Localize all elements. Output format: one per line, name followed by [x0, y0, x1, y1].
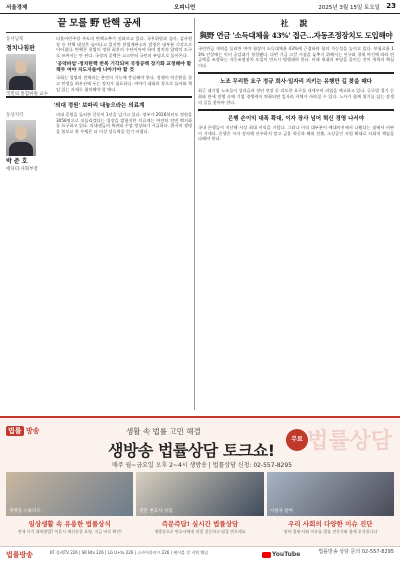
editorial-3 [198, 109, 394, 142]
author-name: 박 준 호 [6, 158, 28, 166]
headline-rule [6, 32, 192, 33]
paper-name: 서울경제 [6, 5, 28, 11]
editorial-subhead: 은행 손이익 대폭 확대, 이자 장사 넘어 혁신 경영 나서야 [227, 116, 365, 123]
editorial-label: 社 說 [280, 18, 312, 28]
column-label: 동상지각 [6, 113, 24, 119]
studio-photo: 생방송 스튜디오 [6, 472, 133, 516]
free-badge: 무료 [286, 429, 308, 451]
byline-box [6, 36, 52, 97]
editorial-headline: 與野 연금 '소득대체율 43%' 접근…자동조정장치도 도입해야 [199, 31, 393, 40]
issue-date: 2025년 3월 15일 토요일 [318, 5, 380, 11]
ad-caption: 즉문즉답! 실시간 법률상담 생방송으로 변호사에게 직접 질문하고 답을 받으세요 [154, 520, 246, 534]
author-name: 정치나침판 [6, 45, 35, 52]
ad-logo: 법률 방송 [8, 427, 40, 435]
editorial-body: 최근 대기업 노조들이 성과급과 정년 연장 등 과도한 요구를 내세우며 파업을 예고하고 있다. 글로벌 경기 둔화와 관세 전쟁 속에 기업 경쟁력이 약화되면 일자리 자체가 사라질 수 있다. 노사가 함께 위기를 넘는 상생의 길을 찾아야 한다. [198, 88, 394, 105]
masthead [0, 0, 400, 14]
ad-footer [0, 546, 400, 562]
column-divider [194, 18, 195, 410]
channel-info: KT 올레TV 226 | SK Btv 226 | LG U+tv 226 | 스카이라이프 226 | 케이블 각 지역 채널 [50, 550, 208, 555]
author-role: 국민의 통합위원 교수 [6, 92, 48, 97]
editorial-body: 국민연금 개혁을 둘러싼 여야 협상이 소득대체율 43%에 근접하며 합의 가능성을 높이고 있다. 보험료율 13% 인상에는 이미 공감대가 형성됐다. 다만 기금 고갈 시점을 늦추기 위해서는 인구와 경제 여건에 따라 연금액을 조정하는 자동조정장치 도입이 반드시 병행돼야 한다. 미래 세대의 부담을 줄이는 것이 개혁의 핵심이다. [198, 46, 394, 68]
left-column [6, 18, 192, 413]
editorial-body: 국내 은행들이 지난해 사상 최대 이익을 거뒀다. 그러나 이익 대부분이 예대마진에서 나왔다는 점에서 비판이 거세다. 은행은 이자 장사에 안주하지 말고 금융 혁신과 해외 진출, 소상공인 지원 확대로 사회적 책임을 다해야 한다. [198, 125, 394, 142]
lawyer-photo: 전문 변호사 상담 [136, 472, 263, 516]
viewer-photo: 시청자 참여 [267, 472, 394, 516]
ad-photos [6, 472, 394, 516]
footer-logo: 법률방송 [6, 551, 34, 559]
second-article [6, 96, 192, 173]
page-number: 23 [386, 2, 396, 10]
article-body: 의대 증원을 둘러싼 갈등이 1년을 넘기고 있다. 정부가 2026학년도 정원을 3058명으로 되돌리겠다는 입장을 밝혔지만 의료계는 여전히 전면 백지화를 요구하고 있다. 의대생들의 복귀와 수업 정상화가 시급하다. 환자의 생명을 볼모로 한 투쟁은 더 이상 설득력을 얻기 어렵다. [56, 112, 192, 134]
ad-tagline: 생활 속 법률 고민 해결 [126, 427, 201, 436]
section-name: 오피니언 [174, 5, 196, 11]
ad-caption: 우리 사회의 다양한 이슈 진단 정치·경제·사회 이슈를 법률 전문가와 함께 분석합니다 [283, 520, 378, 534]
ad-captions [6, 519, 394, 534]
author-role: 에디터·사회부장 [6, 167, 38, 173]
advertisement[interactable] [0, 416, 400, 562]
author-photo [6, 120, 36, 156]
youtube-link[interactable]: YouTube [262, 551, 300, 558]
ad-watermark: 법률상담 [306, 428, 392, 454]
byline-box [6, 112, 52, 172]
editorial-subhead: 노조 무리한 요구 정규 회사·일자리 지키는 유행만 길 찾을 때다 [220, 79, 372, 86]
headline-rule [198, 42, 394, 43]
editorial-2 [198, 72, 394, 105]
ad-caption: 일상생활 속 유용한 법률상식 전세 사기 대처방법? 이혼시 재산분할 요령, 지금 바로 확인! [17, 520, 122, 534]
article-body: 국회는 입법과 견제라는 본연의 기능에 충실해야 한다. 정쟁의 악순환을 끊고 민생을 최우선에 두는 정치가 필요하다. 여야가 대화의 장으로 돌아와 책임 있는 자세로 협치해야 할 때다. [56, 75, 192, 92]
right-column [198, 18, 394, 413]
ad-title: 생방송 법률상담 토크쇼! [108, 441, 275, 460]
contact-info: 법률방송 상담 문의 02-557-8295 [318, 549, 394, 555]
youtube-icon [262, 552, 271, 558]
author-photo [6, 54, 36, 90]
article-body: 더불어민주당 주도의 탄핵소추가 잇따르고 있다. 국무위원과 검사, 감사원장 등 탄핵 대상은 늘어나고 있지만 헌법재판소의 결정은 대부분 기각으로 이어졌다. 탄핵은 헌법이 정한 최후의 수단이어야 하며 정치적 압박의 도구로 쓰여서는 안 된다. 국정의 공백은 고스란히 국민의 부담으로 돌아온다. [56, 36, 192, 58]
column-label: 동서남북 [6, 37, 24, 42]
ad-info: 매주 월~금요일 오후 2~4시 생방송 | 법률상담 신청: 02-557-8295 [112, 462, 293, 469]
second-headline: '의대 정원' 보따리 내놓으라는 의료계 [53, 103, 145, 110]
left-headline: 끝 모를 野 탄핵 공세 [57, 18, 141, 29]
article-subhead: '공약파업'·정치탄핵 반복 기각되며 국정공백 장기화 교정해야 할 책무 여야 지도자들에 나아가야 할 것 [56, 61, 192, 74]
